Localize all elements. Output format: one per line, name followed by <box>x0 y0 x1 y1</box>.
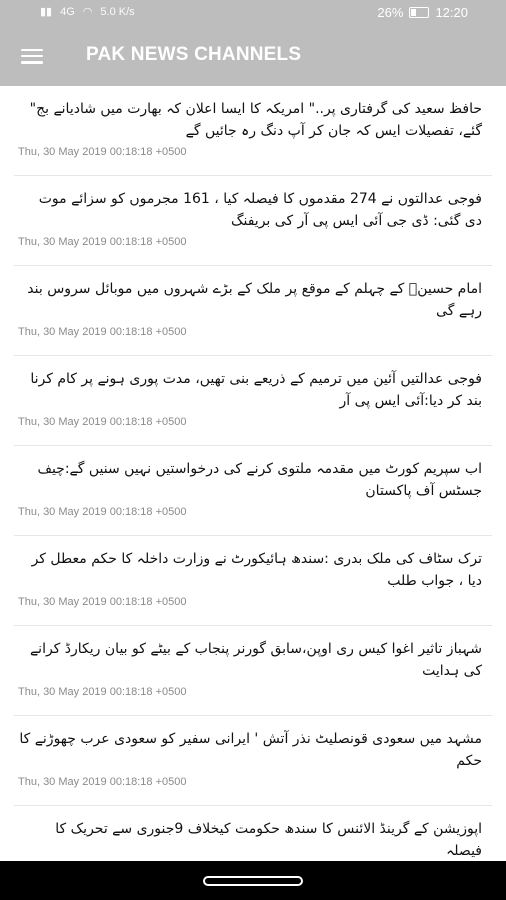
list-item[interactable] <box>14 176 492 266</box>
news-headline: ترک سٹاف کی ملک بدری :سندھ ہائیکورٹ نے وزارت داخلہ کا حکم معطل کر دیا ، جواب طلب <box>31 551 482 589</box>
signal-icon: ▮▮ <box>40 6 53 18</box>
list-item[interactable] <box>14 86 492 176</box>
wifi-icon: ◠ <box>82 6 93 18</box>
list-item[interactable] <box>14 626 492 716</box>
list-item[interactable] <box>14 446 492 536</box>
news-date: Thu, 30 May 2019 00:18:18 +0500 <box>18 236 187 248</box>
battery-percent: 26% <box>377 5 404 20</box>
news-headline: فوجی عدالتوں نے 274 مقدموں کا فیصلہ کیا ، 161 مجرموں کو سزائے موت دی گئی: ڈی جی آئی ایس پی آر کی بریفنگ <box>38 191 482 229</box>
news-headline: حافظ سعید کی گرفتاری پر.." امریکہ کا ایسا اعلان کہ بھارت میں شادیانے بج" گئے، تفصیلات ایس کہ جان کر آپ دنگ رہ جائیں گے <box>29 101 482 139</box>
news-headline: امام حسینؓ کے چہلم کے موقع پر ملک کے بڑے شہروں میں موبائل سروس بند رہے گی <box>27 281 482 319</box>
hamburger-icon <box>21 49 43 64</box>
app-bar <box>0 26 506 86</box>
status-left <box>40 5 135 18</box>
news-headline: شہباز تاثیر اغوا کیس ری اوپن،سابق گورنر پنجاب کے بیٹے کو بیان ریکارڈ کرانے کی ہدایت <box>29 641 482 679</box>
page-title: PAK NEWS CHANNELS <box>86 44 302 65</box>
news-date: Thu, 30 May 2019 00:18:18 +0500 <box>18 416 187 428</box>
news-date: Thu, 30 May 2019 00:18:18 +0500 <box>18 776 187 788</box>
home-gesture-pill[interactable] <box>203 876 303 886</box>
news-date: Thu, 30 May 2019 00:18:18 +0500 <box>18 596 187 608</box>
news-list[interactable] <box>0 86 506 861</box>
list-item[interactable] <box>14 536 492 626</box>
news-date: Thu, 30 May 2019 00:18:18 +0500 <box>18 506 187 518</box>
news-headline: اب سپریم کورٹ میں مقدمہ ملتوی کرنے کی درخواستیں نہیں سنیں گے:چیف جسٹس آف پاکستان <box>37 461 482 499</box>
list-item[interactable] <box>14 266 492 356</box>
status-bar <box>0 0 506 26</box>
news-date: Thu, 30 May 2019 00:18:18 +0500 <box>18 686 187 698</box>
list-item[interactable] <box>14 716 492 806</box>
status-right <box>377 5 468 20</box>
list-item[interactable] <box>14 356 492 446</box>
clock: 12:20 <box>435 5 468 20</box>
menu-button[interactable] <box>14 42 50 70</box>
battery-icon <box>409 7 429 18</box>
navigation-bar <box>0 861 506 900</box>
news-headline: اپوزیشن کے گرینڈ الائنس کا سندھ حکومت کیخلاف 9جنوری سے تحریک کا فیصلہ <box>55 821 482 859</box>
network-type: 4G <box>60 5 75 18</box>
network-speed: 5.0 K/s <box>100 5 135 18</box>
news-headline: فوجی عدالتیں آئین میں ترمیم کے ذریعے بنی تھیں، مدت پوری ہونے پر کام کرنا بند کر دیا:آئی ایس پی آر <box>30 371 482 409</box>
news-date: Thu, 30 May 2019 00:18:18 +0500 <box>18 326 187 338</box>
news-date: Thu, 30 May 2019 00:18:18 +0500 <box>18 146 187 158</box>
news-headline: مشہد میں سعودی قونصلیٹ نذر آتش ' ایرانی سفیر کو سعودی عرب چھوڑنے کا حکم <box>19 731 482 769</box>
